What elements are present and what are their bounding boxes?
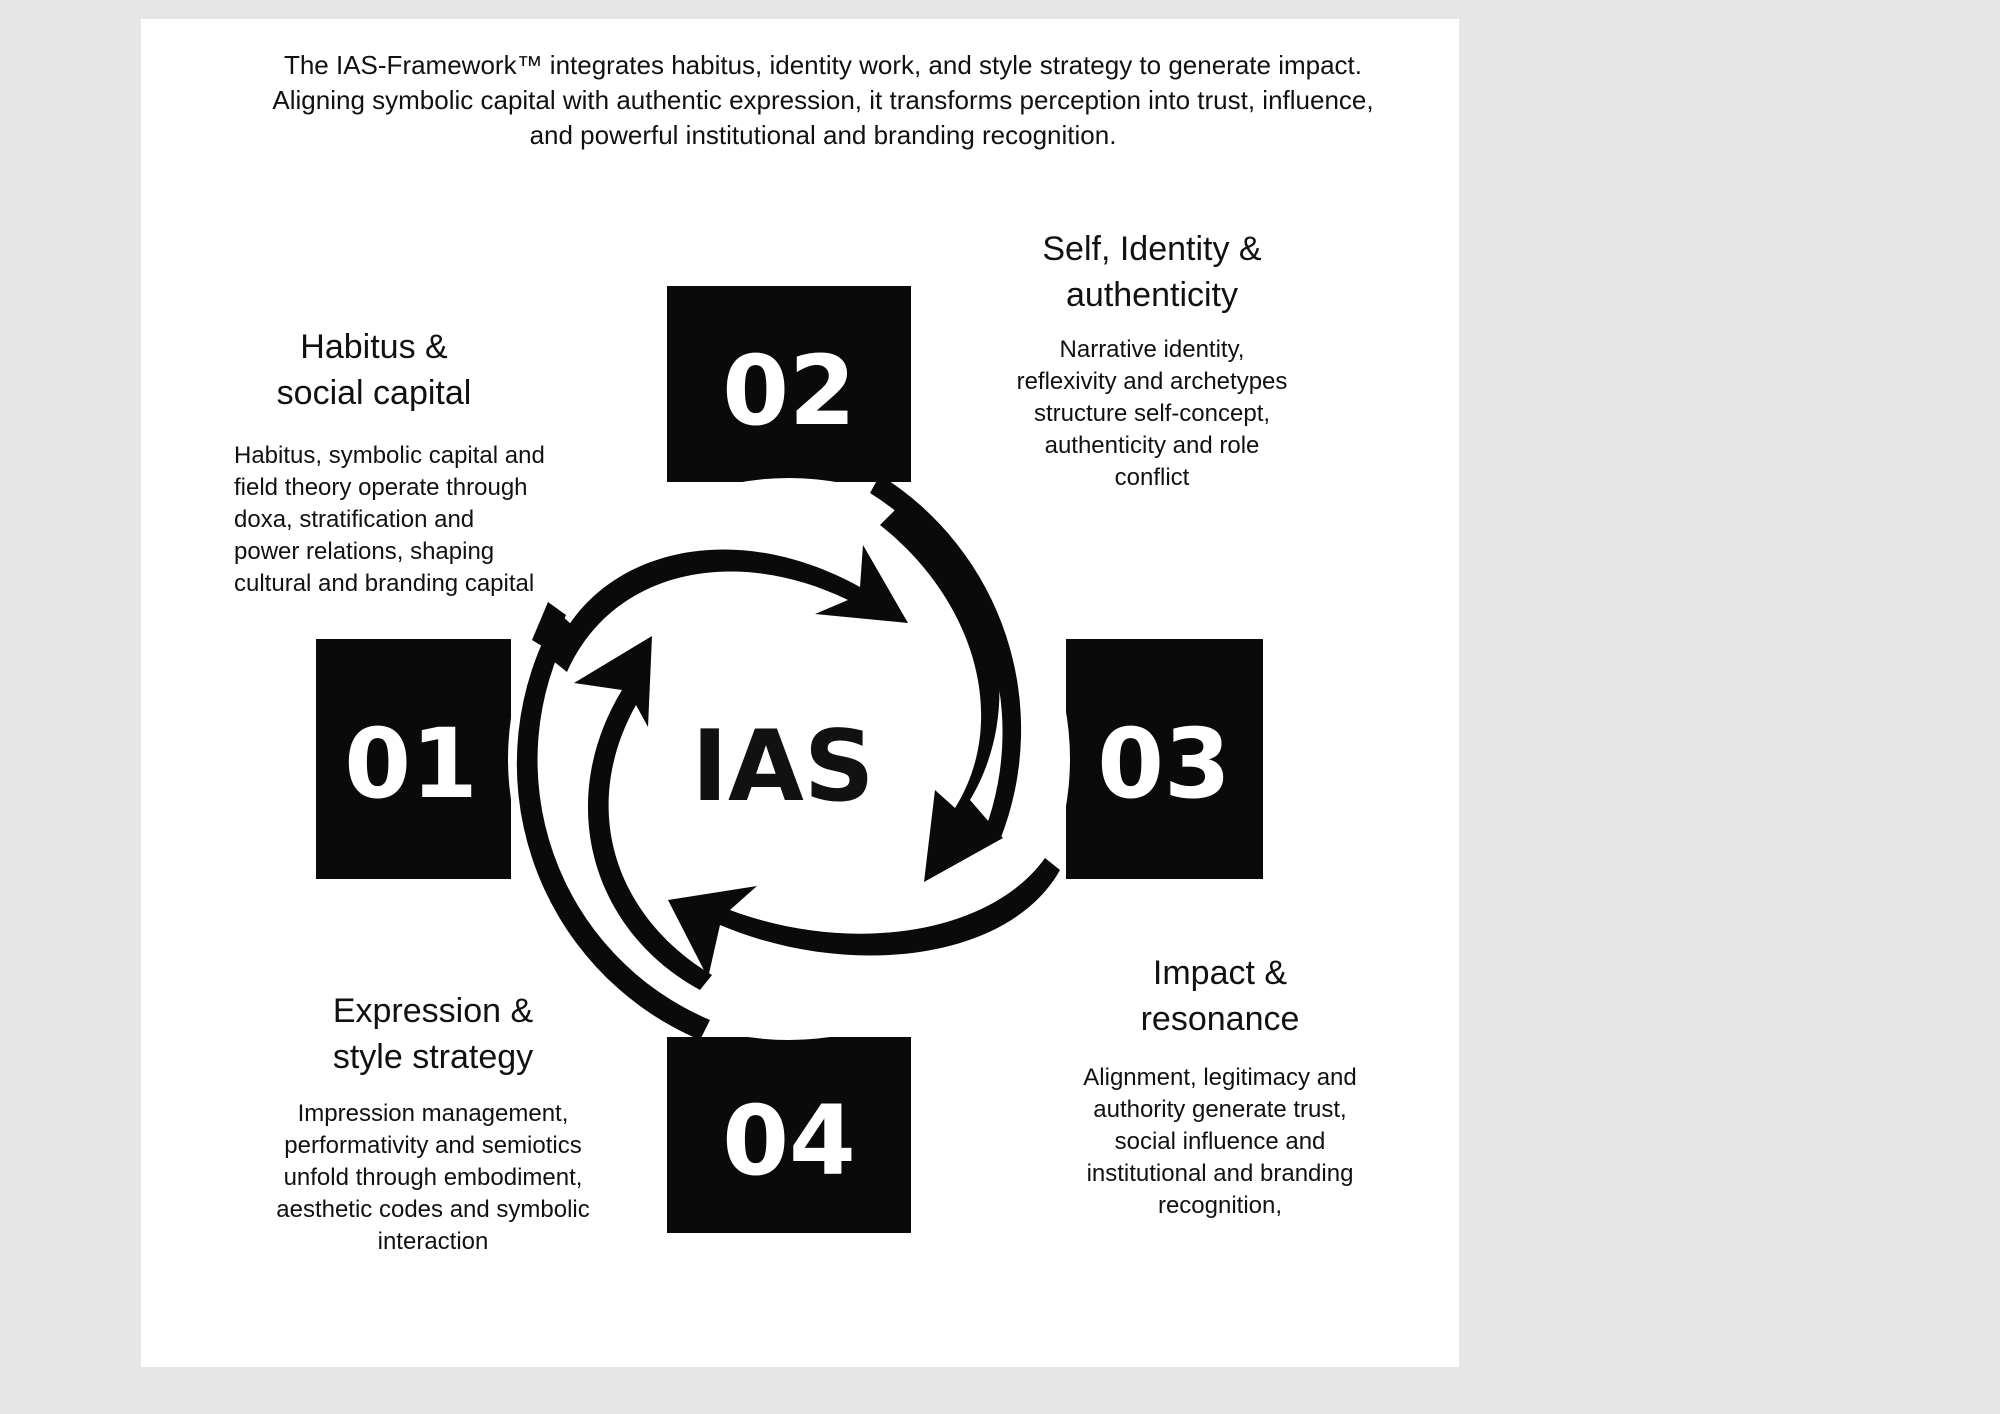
block-number-03: 03 bbox=[1097, 708, 1231, 820]
title-line: Self, Identity & bbox=[1042, 230, 1262, 268]
body-line: unfold through embodiment, bbox=[283, 1164, 583, 1191]
body-line: structure self-concept, bbox=[1033, 400, 1271, 427]
quadrant-body bbox=[258, 1098, 608, 1258]
quadrant-habitus bbox=[234, 324, 564, 600]
title-line: social capital bbox=[276, 374, 472, 412]
block-number-04: 04 bbox=[722, 1085, 856, 1197]
body-line: field theory operate through bbox=[234, 474, 528, 501]
body-line: performativity and semiotics bbox=[284, 1132, 582, 1159]
quadrant-title bbox=[1000, 226, 1304, 318]
quadrant-title bbox=[258, 988, 608, 1080]
body-line: reflexivity and archetypes bbox=[1016, 368, 1288, 395]
title-line: style strategy bbox=[332, 1038, 534, 1076]
quadrant-body bbox=[234, 440, 564, 600]
body-line: conflict bbox=[1114, 464, 1190, 491]
body-line: recognition, bbox=[1157, 1192, 1283, 1219]
block-number-02: 02 bbox=[722, 335, 856, 447]
intro-line: Aligning symbolic capital with authentic expression, it transforms perception into trust, influence, bbox=[272, 85, 1374, 115]
quadrant-impact bbox=[1064, 950, 1376, 1222]
body-line: Habitus, symbolic capital and bbox=[234, 442, 545, 469]
body-line: Narrative identity, bbox=[1059, 336, 1245, 363]
quadrant-title bbox=[234, 324, 514, 416]
body-line: Alignment, legitimacy and bbox=[1083, 1064, 1357, 1091]
block-number-01: 01 bbox=[344, 708, 478, 820]
title-line: Habitus & bbox=[300, 328, 448, 366]
intro-line: and powerful institutional and branding recognition. bbox=[529, 120, 1117, 150]
body-line: authenticity and role bbox=[1044, 432, 1260, 459]
quadrant-title bbox=[1064, 950, 1376, 1042]
body-line: doxa, stratification and bbox=[234, 506, 475, 533]
intro-line: The IAS-Framework™ integrates habitus, identity work, and style strategy to generate impact. bbox=[283, 50, 1363, 80]
title-line: authenticity bbox=[1066, 276, 1238, 314]
quadrant-body bbox=[1000, 334, 1304, 494]
body-line: institutional and branding bbox=[1086, 1160, 1354, 1187]
quadrant-identity bbox=[1000, 226, 1304, 494]
body-line: power relations, shaping bbox=[234, 538, 495, 565]
center-label: IAS bbox=[691, 710, 875, 824]
quadrant-expression bbox=[258, 988, 608, 1258]
body-line: cultural and branding capital bbox=[234, 570, 535, 597]
body-line: social influence and bbox=[1114, 1128, 1326, 1155]
body-line: authority generate trust, bbox=[1093, 1096, 1347, 1123]
title-line: Impact & bbox=[1152, 954, 1288, 992]
body-line: Impression management, bbox=[297, 1100, 569, 1127]
quadrant-body bbox=[1064, 1062, 1376, 1222]
title-line: resonance bbox=[1140, 1000, 1300, 1038]
title-line: Expression & bbox=[332, 992, 534, 1030]
body-line: aesthetic codes and symbolic bbox=[276, 1196, 590, 1223]
body-line: interaction bbox=[377, 1228, 489, 1255]
